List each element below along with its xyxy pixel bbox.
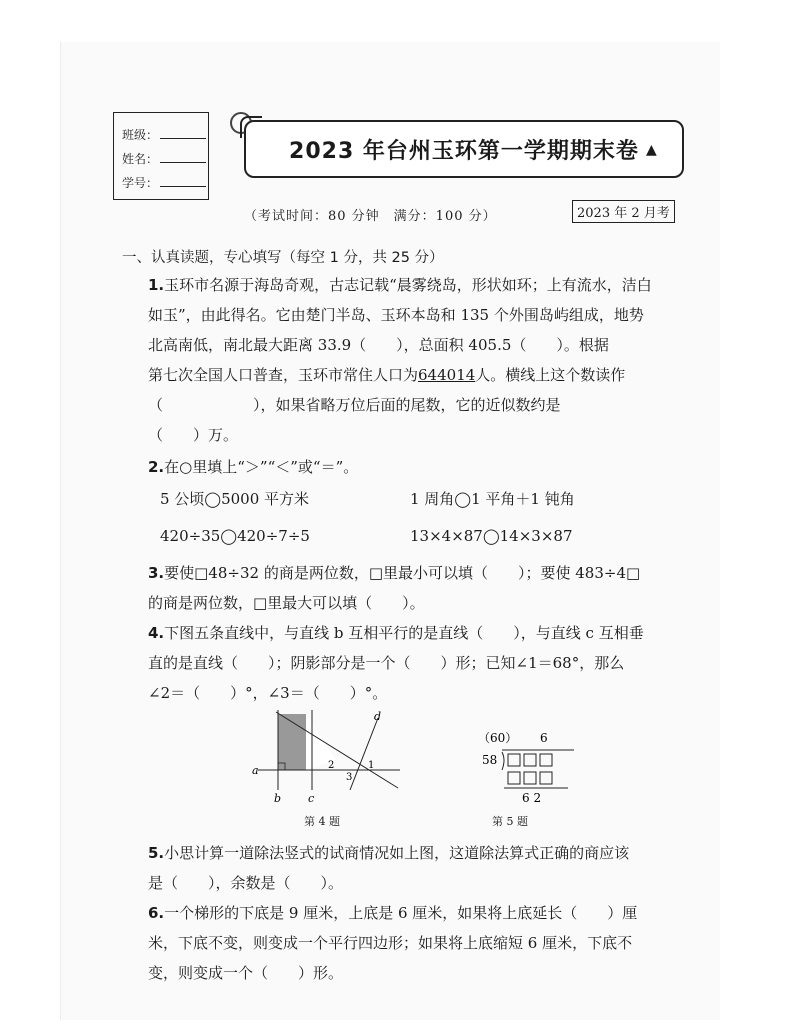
- label-b: b: [274, 792, 282, 805]
- q6-line: 变，则变成一个（ ）形。: [148, 964, 344, 982]
- q3-line: 要使□48÷32 的商是两位数，□里最小可以填（ ）；要使 483÷4□: [164, 564, 641, 582]
- q2-text: 在○里填上“＞”“＜”或“＝”。: [164, 458, 359, 476]
- digit-box[interactable]: [540, 772, 552, 784]
- page-title: 2023 年台州玉环第一学期期末卷: [289, 138, 639, 164]
- q1-line: 第七次全国人口普查，玉环市常住人口为: [148, 366, 419, 384]
- q1-line: 人。横线上这个数读作: [475, 366, 626, 384]
- figure-5-caption: 第 5 题: [492, 815, 528, 828]
- label-c: c: [308, 792, 315, 805]
- title-banner: [244, 120, 684, 178]
- name-field[interactable]: [122, 143, 208, 167]
- question-number: 1.: [148, 276, 165, 294]
- question-1: [148, 270, 696, 450]
- id-label: 学号：: [122, 176, 159, 190]
- q6-line: 米，下底不变，则变成一个平行四边形；如果将上底缩短 6 厘米，下底不: [148, 934, 633, 952]
- q1-line: 北高南低，南北最大距离 33.9（ ），总面积 405.5（ ）。根据: [148, 336, 609, 354]
- class-label: 班级：: [122, 128, 159, 142]
- divisor: 58: [482, 753, 498, 767]
- q4-line: 直的是直线（ ）；阴影部分是一个（ ）形；已知∠1＝68°，那么: [148, 654, 625, 672]
- exam-date-tag: 2023 年 2 月考: [572, 200, 675, 223]
- figure-5-division: [478, 730, 588, 810]
- quotient: 6: [540, 731, 548, 745]
- q1-line: 如玉”，由此得名。它由楚门半岛、玉环本岛和 135 个外围岛屿组成，地势: [148, 306, 644, 324]
- digit-box[interactable]: [508, 754, 520, 766]
- digit-box[interactable]: [540, 754, 552, 766]
- question-4: [148, 618, 696, 708]
- digit-box[interactable]: [524, 754, 536, 766]
- question-number: 5.: [148, 844, 165, 862]
- id-field[interactable]: [122, 167, 208, 191]
- name-label: 姓名：: [122, 152, 159, 166]
- q2-item-b[interactable]: 1 周角◯1 平角＋1 钝角: [410, 490, 575, 508]
- question-number: 2.: [148, 458, 165, 476]
- q6-line: 一个梯形的下底是 9 厘米，上底是 6 厘米，如果将上底延长（ ）厘: [164, 904, 638, 922]
- q1-line: （ ）万。: [148, 426, 239, 444]
- question-5: [148, 838, 696, 898]
- exam-time-info: （考试时间：80 分钟 满分：100 分）: [244, 209, 497, 224]
- q2-item-d[interactable]: 13×4×87◯14×3×87: [410, 527, 573, 545]
- label-a: a: [252, 764, 259, 777]
- q1-line: 玉环市名源于海岛奇观，古志记载“晨雾绕岛，形状如环；上有流水，洁白: [164, 276, 652, 294]
- q3-line: 的商是两位数，□里最大可以填（ ）。: [148, 594, 425, 612]
- question-number: 3.: [148, 564, 165, 582]
- figure-4-caption: 第 4 题: [304, 815, 340, 828]
- question-2: [148, 452, 696, 482]
- label-d: d: [374, 710, 382, 723]
- question-6: [148, 898, 696, 988]
- question-number: 6.: [148, 904, 165, 922]
- q5-line: 小思计算一道除法竖式的试商情况如上图，这道除法算式正确的商应该: [164, 844, 630, 862]
- q4-line: 下图五条直线中，与直线 b 互相平行的是直线（ ），与直线 c 互相垂: [164, 624, 644, 642]
- population-number: 644014: [418, 366, 476, 384]
- angle-1: 1: [368, 760, 375, 771]
- q2-item-c[interactable]: 420÷35◯420÷7÷5: [160, 527, 310, 545]
- figure-4-lines: [248, 708, 408, 808]
- angle-2: 2: [328, 760, 335, 771]
- product: 6 2: [522, 791, 542, 805]
- question-3: [148, 558, 696, 618]
- question-number: 4.: [148, 624, 165, 642]
- class-field[interactable]: [122, 119, 208, 143]
- q5-line: 是（ ），余数是（ ）。: [148, 874, 344, 892]
- cat-icon: ▲: [646, 142, 657, 158]
- q4-line: ∠2＝（ ）°，∠3＝（ ）°。: [148, 684, 388, 702]
- line-d: [350, 718, 378, 790]
- estimate: （60）: [478, 731, 518, 745]
- q1-line: （ ），如果省略万位后面的尾数，它的近似数约是: [148, 396, 561, 414]
- digit-box[interactable]: [524, 772, 536, 784]
- angle-3: 3: [346, 772, 353, 783]
- student-info-box: [113, 112, 209, 200]
- digit-box[interactable]: [508, 772, 520, 784]
- section-heading: 一、认真读题，专心填写（每空 1 分，共 25 分）: [122, 250, 444, 266]
- q2-item-a[interactable]: 5 公顷◯5000 平方米: [160, 490, 310, 508]
- division-bracket: [502, 750, 574, 770]
